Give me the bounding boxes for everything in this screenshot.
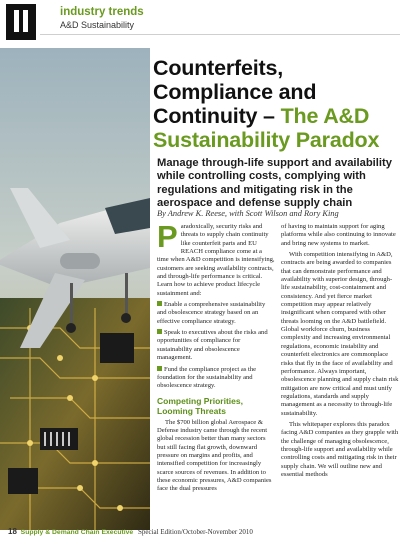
article-byline: By Andrew K. Reese, with Scott Wilson and Rory King — [157, 209, 339, 218]
title-line: Counterfeits, — [153, 56, 283, 80]
bullet-text: Fund the compliance project as the foundation for the sustainability and obsolescence strategy. — [157, 365, 257, 390]
page-header — [0, 0, 400, 46]
drop-cap: P — [157, 219, 178, 254]
page-number: 18 — [8, 527, 17, 536]
title-line-text: Continuity – — [153, 104, 281, 128]
title-line: Compliance and — [153, 80, 317, 104]
bullet-text: Enable a comprehensive sustainability and obsolescence strategy based on an effective compliance strategy. — [157, 301, 266, 325]
publication-name: Supply & Demand Chain Executive — [20, 529, 134, 536]
edition-label: Special Edition/October-November 2010 — [137, 528, 253, 536]
bullet-item — [157, 366, 275, 391]
paragraph-text: aradoxically, security risks and threats to supply chain continuity like counterfeit parts and EU REACH compliance come at a time when A&D competition is intensifying, customers are seeking availability contracts, and through-life performance is critical. Learn how to achieve product lifecycle sustainment and: — [157, 223, 275, 297]
body-column-2 — [281, 223, 399, 482]
title-accent-line: Sustainability Paradox — [153, 128, 380, 152]
section-subtitle: A&D Sustainability — [60, 20, 135, 30]
bullet-text: Speak to executives about the risks and opportunities of compliance for sustainability and obsolescence management. — [157, 329, 268, 362]
section-kicker: industry trends — [60, 6, 144, 18]
body-paragraph: The $700 billion global Aerospace & Defense industry came through the recent global recession better than many sectors but still facing flat growth, downward pressure on margins and profits, and intensified competition for increasingly scarce sources of revenues. In addition to these economic pressures, A&D companies face the dual pressures — [157, 418, 272, 493]
bullet-square-icon — [157, 301, 162, 306]
section-subhead: Competing Priorities, Looming Threats — [157, 395, 243, 416]
bullet-square-icon — [157, 329, 162, 334]
body-paragraph: With competition intensifying in A&D, contracts are being awarded to companies that can demonstrate performance and availability with superior design, through-life sustainability, cost-containment and consistency. And yet fierce market competition may appear relatively insignificant when compared with other threats looming on the A&D battlefield. Global workforce churn, business complexity and increasing environmental regulations, economic instability and counterfeit electronics are commonplace risks that fly in the face of availability and performance. Always important, obsolescence planning and supply chain risk mitigation are now critical and must unify regulations, standards and supply management as a necessity to through-life sustainability. — [281, 251, 399, 417]
bullet-square-icon — [157, 366, 162, 371]
bullet-item — [157, 329, 275, 362]
page-footer — [8, 527, 398, 536]
brand-mark-icon — [6, 4, 36, 40]
article-deck: Manage through-life support and availability while controlling costs, complying with regulations and mitigating risk in the aerospace and defense supply chain — [157, 157, 392, 209]
title-line — [153, 104, 398, 128]
header-divider — [40, 34, 400, 35]
body-paragraph — [157, 219, 275, 298]
title-accent-text: The A&D — [280, 104, 370, 128]
body-column-1 — [157, 219, 275, 497]
body-paragraph: of having to maintain support for aging platforms while also continuing to innovate and bring new systems to market. — [281, 223, 396, 247]
bullet-item — [157, 301, 275, 326]
body-paragraph: This whitepaper explores this paradox facing A&D companies as they grapple with the challenge of managing obsolescence, through-life support and availability while controlling costs and mitigating risk in their supply chain. We will outline new and essential methods — [281, 420, 399, 478]
jet-circuit-photo — [0, 48, 150, 530]
article-title — [153, 56, 398, 152]
